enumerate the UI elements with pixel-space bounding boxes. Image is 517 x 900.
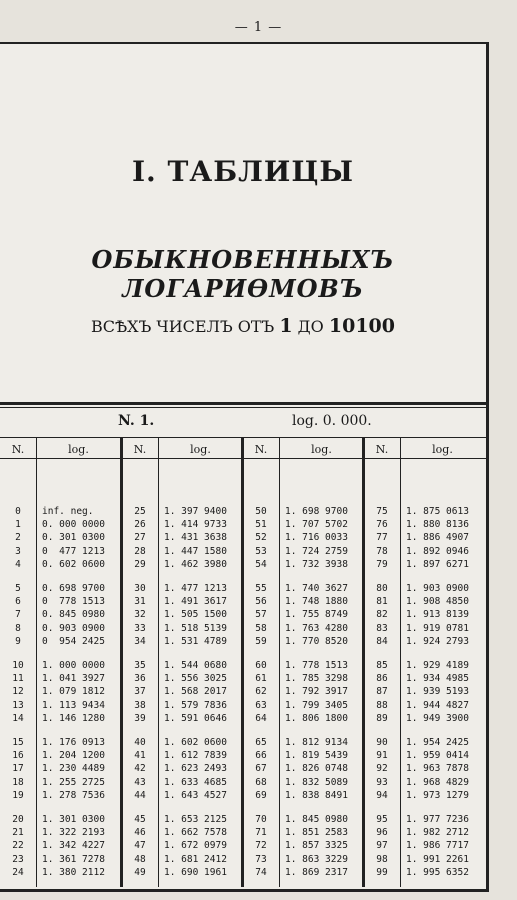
table-cell-log: 1. 903 0900 [406, 583, 469, 594]
col-header-log: log. [311, 443, 332, 456]
table-cell-n: 61 [255, 673, 267, 685]
table-cell-n: 1 [15, 519, 21, 531]
table-cell-n: 17 [12, 763, 24, 775]
table-cell-log: 1. 913 8139 [406, 609, 469, 621]
table-cell-n: 88 [376, 699, 388, 711]
table-cell-log: 1. 845 0980 [285, 814, 348, 825]
table-cell-n: 73 [255, 853, 267, 865]
title-line-3-from: 1 [279, 315, 293, 337]
table-cell-n: 29 [134, 558, 146, 570]
table-cell-log: 1. 672 0979 [164, 840, 227, 852]
table-cell-n: 86 [376, 673, 388, 685]
table-cell-n: 57 [255, 609, 267, 621]
table-cell-n: 87 [376, 686, 388, 698]
table-cell-n: 60 [255, 660, 267, 671]
table-cell-n: 51 [255, 519, 267, 531]
table-cell-n: 12 [12, 686, 24, 698]
table-cell-log: 0 778 1513 [42, 596, 105, 608]
table-cell-log: 1. 612 7839 [164, 750, 227, 762]
table-cell-n: 85 [376, 660, 388, 671]
table-cell-n: 52 [255, 532, 267, 544]
table-cell-log: 1. 954 2425 [406, 737, 469, 748]
table-cell-n: 63 [255, 699, 267, 711]
column-rule-thin [36, 438, 37, 887]
table-cell-log: 1. 204 1200 [42, 750, 105, 762]
table-cell-n: 83 [376, 622, 388, 634]
table-cell-n: 24 [12, 866, 24, 878]
table-cell-log: 1. 518 5139 [164, 622, 227, 634]
table-cell-n: 41 [134, 750, 146, 762]
table-header-n: N. 1. [118, 413, 155, 429]
table-cell-n: 74 [255, 866, 267, 878]
table-cell-log: 1. 977 7236 [406, 814, 469, 825]
table-cell-n: 71 [255, 827, 267, 839]
table-cell-n: 47 [134, 840, 146, 852]
table-cell-log: 0 954 2425 [42, 635, 105, 647]
table-cell-n: 22 [12, 840, 24, 852]
table-cell-log: 1. 698 9700 [285, 506, 348, 517]
table-cell-log: 1. 812 9134 [285, 737, 348, 748]
table-cell-n: 15 [12, 737, 24, 748]
title-line-3-to: 10100 [328, 315, 395, 337]
table-cell-log: 0. 845 0980 [42, 609, 105, 621]
table-cell-n: 98 [376, 853, 388, 865]
table-cell-n: 21 [12, 827, 24, 839]
table-cell-n: 36 [134, 673, 146, 685]
table-cell-log: 1. 707 5702 [285, 519, 348, 531]
table-cell-log: 1. 929 4189 [406, 660, 469, 671]
table-cell-log: 1. 477 1213 [164, 583, 227, 594]
table-cell-n: 94 [376, 789, 388, 801]
col-header-n: N. [375, 443, 389, 456]
table-cell-log: 1. 591 0646 [164, 712, 227, 724]
table-cell-n: 37 [134, 686, 146, 698]
table-cell-n: 38 [134, 699, 146, 711]
table-cell-log: 1. 770 8520 [285, 635, 348, 647]
table-cell-log: 1. 832 5089 [285, 776, 348, 788]
table-cell-n: 7 [15, 609, 21, 621]
table-cell-n: 16 [12, 750, 24, 762]
table-cell-log: 1. 995 6352 [406, 866, 469, 878]
table-header [0, 413, 486, 435]
table-cell-n: 76 [376, 519, 388, 531]
table-cell-log: 1. 623 2493 [164, 763, 227, 775]
table-cell-log: 1. 949 3900 [406, 712, 469, 724]
title-line-3 [0, 315, 486, 337]
table-cell-n: 46 [134, 827, 146, 839]
table-cell-n: 33 [134, 622, 146, 634]
column-rule-thin [400, 438, 401, 887]
table-cell-log: 1. 255 2725 [42, 776, 105, 788]
table-cell-n: 20 [12, 814, 24, 825]
column-rule-thin [158, 438, 159, 887]
table-cell-log: 1. 579 7836 [164, 699, 227, 711]
table-cell-n: 44 [134, 789, 146, 801]
table-cell-log: 1. 919 0781 [406, 622, 469, 634]
table-cell-log: 1. 397 9400 [164, 506, 227, 517]
table-cell-n: 19 [12, 789, 24, 801]
table-cell-n: 77 [376, 532, 388, 544]
table-cell-log: 1. 146 1280 [42, 712, 105, 724]
table-cell-log: 1. 322 2193 [42, 827, 105, 839]
table-cell-log: 1. 799 3405 [285, 699, 348, 711]
table-cell-log: 1. 690 1961 [164, 866, 227, 878]
table-cell-log: 1. 716 0033 [285, 532, 348, 544]
table-cell-log: 1. 447 1580 [164, 545, 227, 557]
table-cell-n: 13 [12, 699, 24, 711]
table-cell-n: 10 [12, 660, 24, 671]
table-cell-n: 39 [134, 712, 146, 724]
table-cell-log: 0. 903 0900 [42, 622, 105, 634]
table-cell-n: 91 [376, 750, 388, 762]
table-cell-log: 1. 857 3325 [285, 840, 348, 852]
table-cell-n: 53 [255, 545, 267, 557]
table-cell-log: 1. 763 4280 [285, 622, 348, 634]
table-cell-log: 1. 806 1800 [285, 712, 348, 724]
table-cell-n: 25 [134, 506, 146, 517]
table-cell-log: 0. 000 0000 [42, 519, 105, 531]
table-cell-log: 1. 113 9434 [42, 699, 105, 711]
table-cell-log: 1. 939 5193 [406, 686, 469, 698]
table-cell-log: 1. 462 3980 [164, 558, 227, 570]
table-cell-n: 3 [15, 545, 21, 557]
table-cell-log: 1. 724 2759 [285, 545, 348, 557]
table-cell-log: 1. 755 8749 [285, 609, 348, 621]
table-cell-log: 0. 301 0300 [42, 532, 105, 544]
table-cell-log: 1. 681 2412 [164, 853, 227, 865]
table-cell-n: 80 [376, 583, 388, 594]
table-cell-n: 4 [15, 558, 21, 570]
table-cell-n: 55 [255, 583, 267, 594]
table-cell-n: 2 [15, 532, 21, 544]
table-cell-n: 30 [134, 583, 146, 594]
table-cell-n: 32 [134, 609, 146, 621]
table-cell-log: 1. 643 4527 [164, 789, 227, 801]
table-cell-log: 1. 897 6271 [406, 558, 469, 570]
table-cell-n: 5 [15, 583, 21, 594]
table-cell-log: 1. 740 3627 [285, 583, 348, 594]
table-cell-log: 1. 880 8136 [406, 519, 469, 531]
table-cell-log: 1. 748 1880 [285, 596, 348, 608]
table-cell-log: 1. 732 3938 [285, 558, 348, 570]
table-cell-log: 1. 491 3617 [164, 596, 227, 608]
table-cell-log: 1. 963 7878 [406, 763, 469, 775]
table-cell-n: 66 [255, 750, 267, 762]
table-cell-n: 93 [376, 776, 388, 788]
table-cell-n: 27 [134, 532, 146, 544]
table-cell-n: 42 [134, 763, 146, 775]
table-cell-n: 81 [376, 596, 388, 608]
table-cell-n: 11 [12, 673, 24, 685]
table-cell-n: 18 [12, 776, 24, 788]
table-cell-n: 64 [255, 712, 267, 724]
table-cell-log: 1. 908 4850 [406, 596, 469, 608]
table-cell-log: 1. 892 0946 [406, 545, 469, 557]
table-cell-n: 48 [134, 853, 146, 865]
table-cell-log: 1. 986 7717 [406, 840, 469, 852]
table-cell-n: 26 [134, 519, 146, 531]
table-cell-log: inf. neg. [42, 506, 94, 517]
table-cell-log: 1. 662 7578 [164, 827, 227, 839]
table-cell-log: 1. 431 3638 [164, 532, 227, 544]
table-cell-log: 1. 041 3927 [42, 673, 105, 685]
col-header-log: log. [432, 443, 453, 456]
table-cell-log: 1. 342 4227 [42, 840, 105, 852]
table-cell-n: 67 [255, 763, 267, 775]
table-cell-log: 1. 602 0600 [164, 737, 227, 748]
table-cell-log: 1. 792 3917 [285, 686, 348, 698]
table-cell-n: 31 [134, 596, 146, 608]
table-cell-log: 1. 826 0748 [285, 763, 348, 775]
table-cell-log: 1. 505 1500 [164, 609, 227, 621]
table-cell-n: 96 [376, 827, 388, 839]
table-cell-log: 1. 875 0613 [406, 506, 469, 517]
col-header-log: log. [190, 443, 211, 456]
table-cell-n: 70 [255, 814, 267, 825]
table-cell-n: 59 [255, 635, 267, 647]
table-cell-n: 65 [255, 737, 267, 748]
table-cell-log: 1. 863 3229 [285, 853, 348, 865]
table-cell-log: 0. 698 9700 [42, 583, 105, 594]
table-cell-log: 1. 633 4685 [164, 776, 227, 788]
table-cell-n: 62 [255, 686, 267, 698]
table-cell-log: 1. 973 1279 [406, 789, 469, 801]
table-cell-log: 1. 851 2583 [285, 827, 348, 839]
title-line-1: I. ТАБЛИЦЫ [131, 155, 355, 188]
table-cell-n: 72 [255, 840, 267, 852]
table-cell-n: 9 [15, 635, 21, 647]
column-rule-thin [279, 438, 280, 887]
table-cell-n: 84 [376, 635, 388, 647]
table-cell-n: 56 [255, 596, 267, 608]
table-cell-n: 99 [376, 866, 388, 878]
table-cell-log: 1. 000 0000 [42, 660, 105, 671]
table-cell-log: 1. 982 2712 [406, 827, 469, 839]
table-cell-n: 58 [255, 622, 267, 634]
table-top-rule-thin [0, 407, 486, 408]
col-header-n: N. [254, 443, 268, 456]
col-header-n: N. [133, 443, 147, 456]
table-cell-n: 82 [376, 609, 388, 621]
title-line-2: ОБЫКНОВЕННЫХЪ ЛОГАРИѲМОВЪ [91, 245, 395, 303]
table-cell-n: 6 [15, 596, 21, 608]
table-cell-log: 1. 959 0414 [406, 750, 469, 762]
table-cell-log: 1. 301 0300 [42, 814, 105, 825]
table-cell-log: 1. 838 8491 [285, 789, 348, 801]
table-header-log: log. 0. 000. [292, 413, 372, 429]
table-cell-n: 95 [376, 814, 388, 825]
table-cell-n: 78 [376, 545, 388, 557]
table-cell-log: 1. 785 3298 [285, 673, 348, 685]
table-cell-n: 50 [255, 506, 267, 517]
table-cell-log: 1. 079 1812 [42, 686, 105, 698]
table-cell-log: 1. 531 4789 [164, 635, 227, 647]
table-cell-n: 35 [134, 660, 146, 671]
table-cell-n: 28 [134, 545, 146, 557]
table-cell-n: 90 [376, 737, 388, 748]
table-cell-log: 1. 544 0680 [164, 660, 227, 671]
table-cell-log: 1. 278 7536 [42, 789, 105, 801]
table-cell-n: 49 [134, 866, 146, 878]
table-cell-log: 0 477 1213 [42, 545, 105, 557]
title-line-3-text: ВСѢХЪ ЧИСЕЛЪ ОТЪ [90, 317, 275, 336]
table-cell-n: 45 [134, 814, 146, 825]
table-cell-log: 1. 556 3025 [164, 673, 227, 685]
table-cell-log: 1. 886 4907 [406, 532, 469, 544]
table-cell-log: 1. 968 4829 [406, 776, 469, 788]
table-cell-n: 92 [376, 763, 388, 775]
title-line-3-mid: ДО [297, 317, 324, 336]
table-cell-n: 40 [134, 737, 146, 748]
table-cell-n: 0 [15, 506, 21, 517]
col-header-n: N. [11, 443, 25, 456]
table-cell-n: 79 [376, 558, 388, 570]
table-cell-n: 75 [376, 506, 388, 517]
table-cell-n: 97 [376, 840, 388, 852]
table-cell-log: 1. 380 2112 [42, 866, 105, 878]
table-cell-log: 1. 361 7278 [42, 853, 105, 865]
table-cell-log: 1. 568 2017 [164, 686, 227, 698]
table-cell-log: 1. 934 4985 [406, 673, 469, 685]
col-header-log: log. [68, 443, 89, 456]
table-cell-n: 14 [12, 712, 24, 724]
page-number: — 1 — [234, 20, 283, 35]
table-cell-n: 8 [15, 622, 21, 634]
table-cell-log: 1. 230 4489 [42, 763, 105, 775]
table-cell-n: 68 [255, 776, 267, 788]
table-cell-log: 1. 414 9733 [164, 519, 227, 531]
table-cell-n: 23 [12, 853, 24, 865]
table-cell-n: 43 [134, 776, 146, 788]
table-cell-log: 1. 869 2317 [285, 866, 348, 878]
table-cell-log: 1. 991 2261 [406, 853, 469, 865]
table-cell-log: 0. 602 0600 [42, 558, 105, 570]
table-cell-log: 1. 176 0913 [42, 737, 105, 748]
table-top-rule [0, 402, 486, 405]
table-cell-log: 1. 653 2125 [164, 814, 227, 825]
table-cell-n: 89 [376, 712, 388, 724]
table-cell-log: 1. 778 1513 [285, 660, 348, 671]
table-cell-log: 1. 819 5439 [285, 750, 348, 762]
table-cell-n: 34 [134, 635, 146, 647]
table-cell-n: 54 [255, 558, 267, 570]
table-cell-log: 1. 944 4827 [406, 699, 469, 711]
table-cell-n: 69 [255, 789, 267, 801]
table-cell-log: 1. 924 2793 [406, 635, 469, 647]
